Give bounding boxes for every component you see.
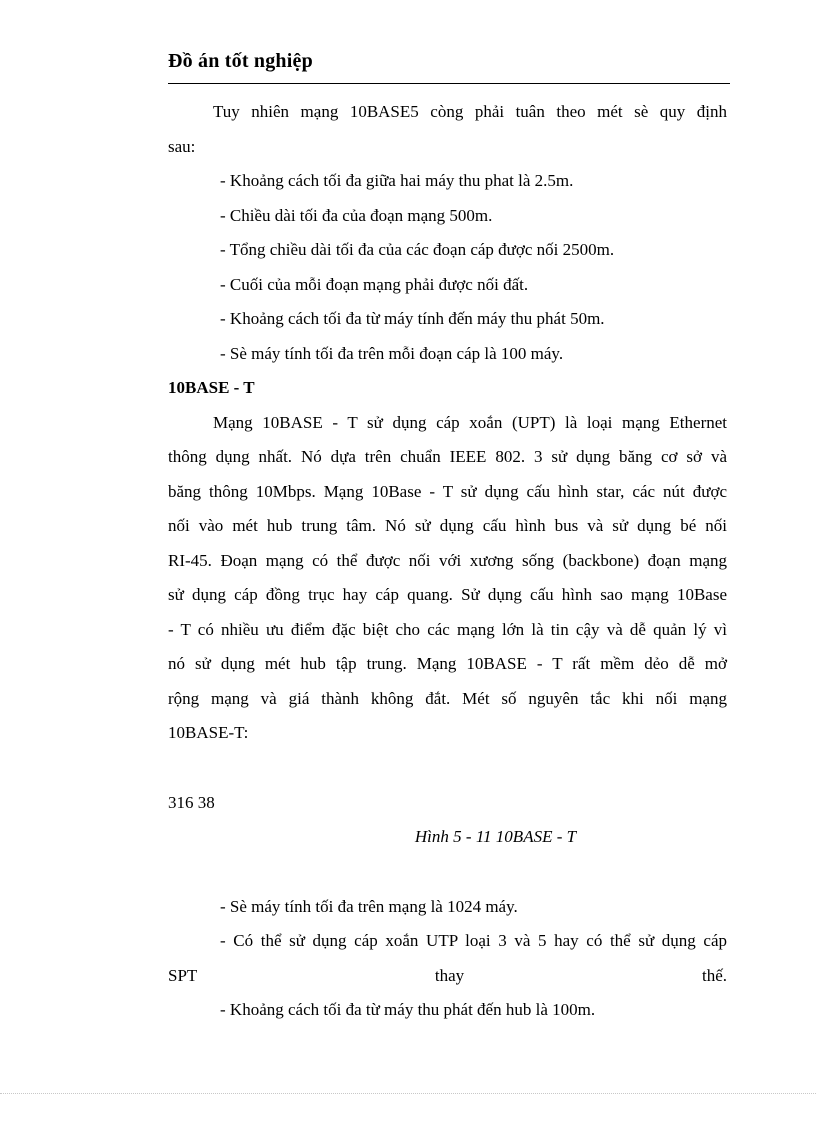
page-bottom-border — [0, 1093, 816, 1094]
paragraph-line — [168, 959, 727, 994]
list-item: - Khoảng cách tối đa giữa hai máy thu phat là 2.5m. — [220, 171, 574, 190]
word-thay: thay — [434, 965, 465, 985]
page-header-title: Đồ án tốt nghiệp — [168, 50, 313, 72]
figure-caption: Hình 5 - 11 10BASE - T — [414, 827, 577, 846]
paragraph-line: Tuy nhiên mạng 10BASE5 còng phải tuân theo mét sè quy định — [213, 102, 727, 121]
spacer — [168, 751, 727, 786]
word-the: thế. — [701, 965, 727, 985]
section-heading: 10BASE - T — [168, 378, 255, 397]
paragraph-line: nó sử dụng mét hub tập trung. Mạng 10BASE - T rất mềm dẻo dễ mở — [168, 654, 727, 673]
word-spt: SPT — [168, 965, 197, 985]
list-item: - Cuối của mỗi đoạn mạng phải được nối đất. — [220, 274, 529, 294]
paragraph-line: - T có nhiều ưu điểm đặc biệt cho các mạng lớn là tin cậy và dễ quản lý vì — [168, 619, 727, 639]
paragraph-line: RI-45. Đoạn mạng có thể được nối với xương sống (backbone) đoạn mạng — [168, 550, 727, 570]
paragraph-line: Mạng 10BASE - T sử dụng cáp xoắn (UPT) là loại mạng Ethernet — [213, 412, 727, 432]
list-item: - Sè máy tính tối đa trên mạng là 1024 máy. — [220, 896, 518, 916]
spacer — [168, 855, 727, 890]
figure-reference: 316 38 — [168, 792, 215, 812]
list-item: - Khoảng cách tối đa từ máy thu phát đến hub là 100m. — [220, 1000, 596, 1019]
paragraph-line: 10BASE-T: — [168, 723, 249, 742]
paragraph-line: thông dụng nhất. Nó dựa trên chuẩn IEEE 802. 3 sử dụng băng cơ sở và — [168, 447, 727, 466]
list-item: - Chiều dài tối đa của đoạn mạng 500m. — [220, 205, 493, 225]
list-item: - Có thể sử dụng cáp xoắn UTP loại 3 và 5 hay có thể sử dụng cáp — [220, 931, 727, 950]
list-item: - Tổng chiều dài tối đa của các đoạn cáp được nối 2500m. — [220, 240, 615, 259]
header-divider — [168, 83, 730, 84]
paragraph-line: băng thông 10Mbps. Mạng 10Base - T sử dụng cấu hình star, các nút được — [168, 481, 727, 501]
document-body — [168, 95, 727, 1028]
list-item: - Khoảng cách tối đa từ máy tính đến máy thu phát 50m. — [220, 309, 605, 328]
paragraph-line: sau: — [168, 136, 196, 156]
paragraph-line: nối vào mét hub trung tâm. Nó sử dụng cấu hình bus và sử dụng bé nối — [168, 516, 727, 535]
list-item: - Sè máy tính tối đa trên mỗi đoạn cáp là 100 máy. — [220, 343, 564, 363]
paragraph-line: rộng mạng và giá thành không đắt. Mét số nguyên tắc khi nối mạng — [168, 688, 727, 708]
paragraph-line: sử dụng cáp đồng trục hay cáp quang. Sử dụng cấu hình sao mạng 10Base — [168, 585, 727, 604]
